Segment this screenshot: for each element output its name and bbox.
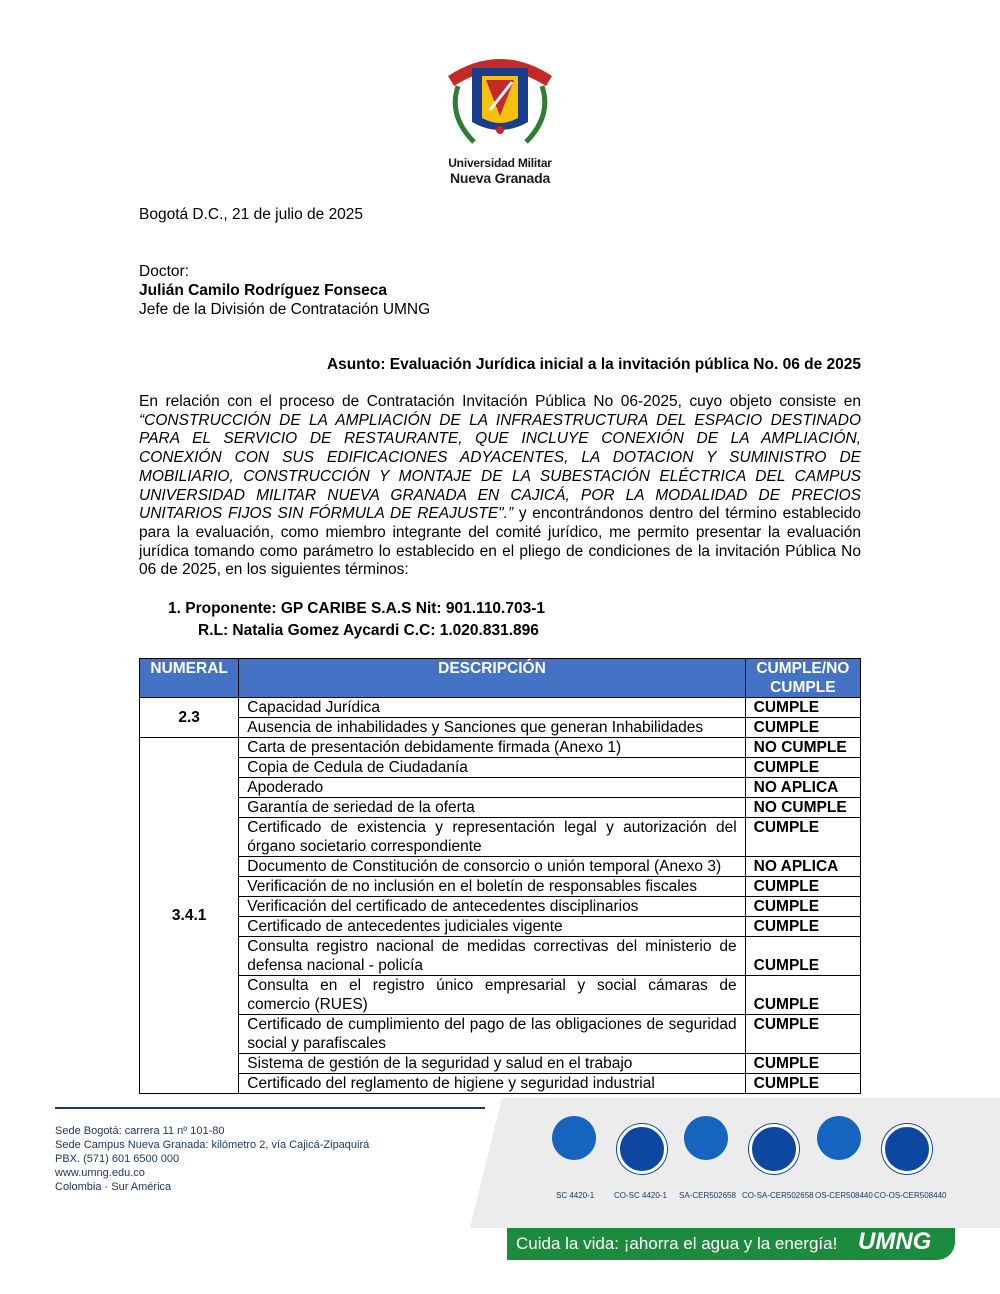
description-cell: Consulta en el registro único empresarial y social cámaras de comercio (RUES) (239, 976, 745, 1015)
table-row (140, 976, 861, 1015)
salutation: Doctor: (139, 263, 189, 280)
result-cell: NO APLICA (745, 857, 860, 877)
proponent-line: 1. Proponente: GP CARIBE S.A.S Nit: 901.110.703-1 (168, 600, 546, 617)
description-cell: Garantía de seriedad de la oferta (239, 798, 745, 818)
coat-of-arms-icon (438, 46, 562, 158)
result-cell: CUMPLE (745, 897, 860, 917)
place-date: Bogotá D.C., 21 de julio de 2025 (139, 206, 364, 223)
description-cell: Certificado de cumplimiento del pago de las obligaciones de seguridad social y parafiscales (239, 1015, 745, 1054)
description-cell: Apoderado (239, 778, 745, 798)
table-row (140, 877, 861, 897)
description-cell: Capacidad Jurídica (239, 698, 745, 718)
result-cell: CUMPLE (745, 758, 860, 778)
result-cell: CUMPLE (745, 917, 860, 937)
university-name-line1: Universidad Militar (448, 156, 552, 170)
address-line: Sede Campus Nueva Granada: kilómetro 2, vía Cajicá-Zipaquirá (55, 1139, 370, 1151)
footer-divider (55, 1107, 485, 1109)
result-cell: CUMPLE (745, 698, 860, 718)
address-line: Sede Bogotá: carrera 11 nº 101-80 (55, 1125, 225, 1137)
table-header-row (140, 659, 861, 698)
university-name-line2: Nueva Granada (449, 170, 551, 186)
cert-code: CO-SA-CER502658 (742, 1191, 814, 1200)
table-row (140, 897, 861, 917)
result-cell: NO CUMPLE (745, 798, 860, 818)
result-cell: CUMPLE (745, 1054, 860, 1074)
description-cell: Verificación de no inclusión en el boletín de responsables fiscales (239, 877, 745, 897)
description-cell: Verificación del certificado de antecedentes disciplinarios (239, 897, 745, 917)
description-cell: Sistema de gestión de la seguridad y salud en el trabajo (239, 1054, 745, 1074)
banner-text: Cuida la vida: ¡ahorra el agua y la energía! (516, 1234, 838, 1253)
table-row (140, 917, 861, 937)
table-row (140, 738, 861, 758)
description-cell: Ausencia de inhabilidades y Sanciones que generan Inhabilidades (239, 718, 745, 738)
cert-code: CO-SC 4420-1 (614, 1191, 667, 1200)
header-descripcion: DESCRIPCIÓN (239, 659, 745, 698)
table-row (140, 818, 861, 857)
numeral-cell: 3.4.1 (140, 738, 239, 1094)
description-cell: Certificado de antecedentes judiciales vigente (239, 917, 745, 937)
result-cell: CUMPLE (745, 1015, 860, 1054)
header-numeral: NUMERAL (140, 659, 239, 698)
legal-representative-line: R.L: Natalia Gomez Aycardi C.C: 1.020.831.896 (198, 622, 539, 639)
cert-code: OS-CER508440 (815, 1191, 873, 1200)
website-link[interactable]: www.umng.edu.co (55, 1167, 145, 1179)
iqnet-seal-icon (882, 1124, 932, 1174)
result-cell: NO CUMPLE (745, 738, 860, 758)
iqnet-seal-icon (749, 1124, 799, 1174)
cert-code: SC 4420-1 (556, 1191, 595, 1200)
cert-code: SA-CER502658 (679, 1191, 736, 1200)
result-cell: CUMPLE (745, 877, 860, 897)
recipient-title: Jefe de la División de Contratación UMNG (139, 301, 431, 318)
contract-object: “CONSTRUCCIÓN DE LA AMPLIACIÓN DE LA INFRAESTRUCTURA DEL ESPACIO DESTINADO PARA EL SERVICIO DE RESTAURANTE, QUE INCLUYE CONEXIÓN DE LA AMPLIACIÓN, CONEXIÓN CON SUS EDIFICACIONES ADYACENTES, LA DOTACION Y SUMINISTRO DE MOBILIARIO, CONSTRUCCIÓN Y MONTAJE DE LA SUBESTACIÓN ELÉCTRICA DEL CAMPUS UNIVERSIDAD MILITAR NUEVA GRANADA EN CAJICÁ, POR LA MODALIDAD DE PRECIOS UNITARIOS FIJOS SIN FÓRMULA DE REAJUSTE".” (139, 411, 861, 523)
subject-line: Asunto: Evaluación Jurídica inicial a la invitación pública No. 06 de 2025 (326, 356, 861, 373)
numeral-cell: 2.3 (140, 698, 239, 738)
result-cell: CUMPLE (745, 1074, 860, 1094)
result-cell: NO APLICA (745, 778, 860, 798)
description-cell: Certificado del reglamento de higiene y seguridad industrial (239, 1074, 745, 1094)
result-cell: CUMPLE (745, 937, 860, 976)
description-cell: Certificado de existencia y representación legal y autorización del órgano societario correspondiente (239, 818, 745, 857)
evaluation-table (139, 658, 861, 1094)
table-row (140, 698, 861, 718)
result-cell: CUMPLE (745, 976, 860, 1015)
body-paragraph (139, 393, 861, 580)
header-cumple: CUMPLE/NO CUMPLE (745, 659, 860, 698)
result-cell: CUMPLE (745, 818, 860, 857)
address-line: PBX. (571) 601 6500 000 (55, 1153, 180, 1165)
table-row (140, 1074, 861, 1094)
description-cell: Consulta registro nacional de medidas correctivas del ministerio de defensa nacional - policía (239, 937, 745, 976)
icontec-iso9001-seal-icon (552, 1116, 596, 1160)
footer-address (55, 1124, 369, 1194)
table-row (140, 778, 861, 798)
body-rest: y encontrándonos dentro del término establecido para la evaluación, como miembro integrante del comité jurídico, me permito presentar la evaluación jurídica tomando como parámetro lo establecido en el pliego de condiciones de la invitación Pública No 06 de 2025, en los siguientes términos: (139, 505, 861, 579)
table-row (140, 798, 861, 818)
table-row (140, 758, 861, 778)
result-cell: CUMPLE (745, 718, 860, 738)
address-line: Colombia · Sur América (55, 1181, 172, 1193)
iqnet-seal-icon (617, 1124, 667, 1174)
icontec-iso14001-seal-icon (684, 1116, 728, 1160)
description-cell: Copia de Cedula de Ciudadanía (239, 758, 745, 778)
description-cell: Carta de presentación debidamente firmada (Anexo 1) (239, 738, 745, 758)
table-row (140, 857, 861, 877)
table-row (140, 937, 861, 976)
table-row (140, 1054, 861, 1074)
table-row (140, 1015, 861, 1054)
table-row (140, 718, 861, 738)
body-intro: En relación con el proceso de Contratación Invitación Pública No 06-2025, cuyo objeto consiste en (139, 393, 861, 410)
cert-code: CO-OS-CER508440 (874, 1191, 947, 1200)
umng-brand: UMNG (858, 1228, 932, 1255)
description-cell: Documento de Constitución de consorcio o unión temporal (Anexo 3) (239, 857, 745, 877)
recipient-name: Julián Camilo Rodríguez Fonseca (139, 282, 388, 299)
icontec-iso45001-seal-icon (817, 1116, 861, 1160)
